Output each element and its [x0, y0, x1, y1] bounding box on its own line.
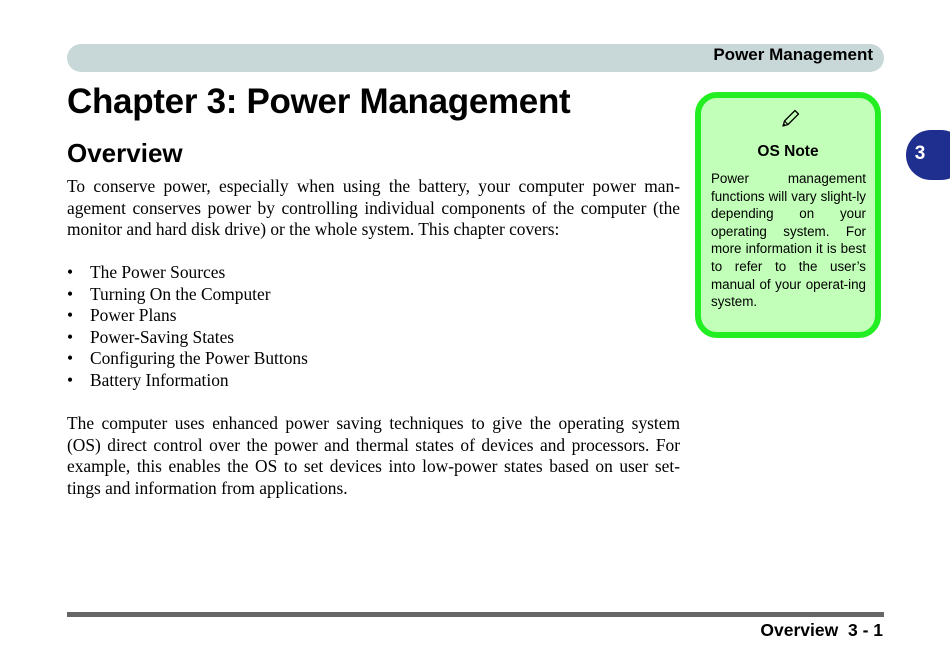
bullet-mark: •: [67, 326, 74, 347]
note-text: Power management functions will vary slight-ly depending on your operating system. For more information it is best to refer to the user’s manual of your operat-ing system.: [711, 171, 866, 310]
chapter-title: Chapter 3: Power Management: [67, 82, 571, 121]
list-item-text: The Power Sources: [90, 262, 226, 282]
chapter-topics-list: [67, 262, 308, 392]
note-title: OS Note: [757, 143, 819, 160]
bullet-mark: •: [67, 305, 74, 326]
running-header-title: Power Management: [713, 45, 873, 64]
bullet-mark: •: [67, 348, 74, 369]
list-item: [67, 370, 308, 392]
header-bar: [67, 44, 884, 72]
footer-rule: [67, 612, 884, 617]
os-note-box: [695, 92, 881, 338]
list-item: [67, 305, 308, 327]
section-title: Overview: [67, 138, 183, 168]
list-item: [67, 262, 308, 284]
body-paragraph: The computer uses enhanced power saving techniques to give the operating system (OS) direct control over the power and thermal states of devices and processors. For example, this enables the OS to set devices into low-power states based on user set-tings and information from applications.: [67, 413, 680, 498]
bullet-mark: •: [67, 369, 74, 390]
chapter-tab-number: 3: [914, 143, 926, 164]
list-item: [67, 327, 308, 349]
bullet-mark: •: [67, 283, 74, 304]
footer-page-label: Overview 3 - 1: [760, 620, 883, 640]
list-item-text: Configuring the Power Buttons: [90, 348, 308, 369]
list-item-text: Power Plans: [90, 305, 177, 326]
chapter-tab: [906, 130, 950, 180]
list-item-text: Power-Saving States: [90, 326, 235, 347]
bullet-mark: •: [67, 262, 74, 282]
list-item: [67, 348, 308, 370]
list-item-text: Battery Information: [90, 369, 229, 390]
intro-paragraph: To conserve power, especially when using the battery, your computer power man-agement conserves power by controlling individual components of the computer (the monitor and hard disk drive) or the whole system. This chapter covers:: [67, 176, 680, 240]
list-item: [67, 284, 308, 306]
list-item-text: Turning On the Computer: [90, 283, 271, 304]
pencil-icon: [780, 109, 800, 129]
